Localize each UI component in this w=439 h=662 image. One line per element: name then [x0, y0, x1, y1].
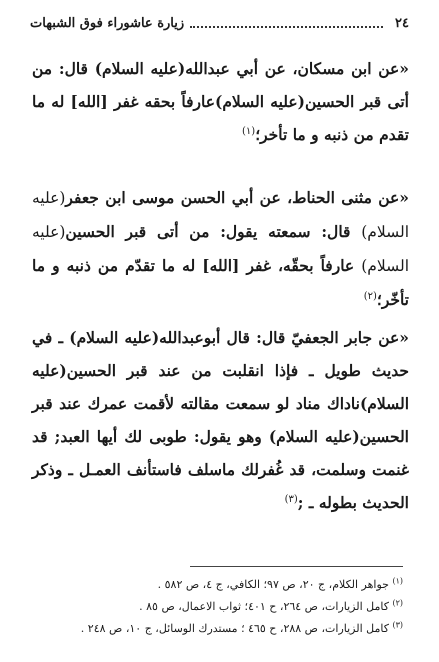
paragraph-text: قال: سمعته يقول: من أتى قبر الحسين [65, 222, 362, 241]
footnote-reference: (١) [242, 125, 256, 137]
footnote-text: كامل الزيارات، ص ٢٦٤، ح ٤٠١؛ ثواب الاعمال، ص ٨٥ . [139, 600, 393, 613]
footnote-2 [36, 596, 403, 618]
hadith-paragraph-2 [32, 181, 409, 316]
footnotes [36, 574, 403, 640]
body-text [32, 52, 409, 519]
footnote-1 [36, 574, 403, 596]
header-dotted-leader [190, 18, 383, 28]
footnote-reference: (٢) [363, 290, 377, 302]
footnote-3 [36, 618, 403, 640]
footnote-number: (١) [392, 576, 403, 586]
footnote-reference: (٣) [284, 493, 298, 505]
paragraph-text: «عن ابن مسكان، عن أبي عبدالله(عليه السلام) قال: من أتى قبر الحسين(عليه السلام)عارفاً بحقه غفر [الله] له ما تقدم من ذنبه و ما تأخر؛ [32, 59, 409, 144]
running-title: زيارة عاشوراء فوق الشبهات [30, 15, 185, 31]
paragraph-text: عارفاً بحقّه، غفر [الله] له ما تقدّم من ذنبه و ما تأخّر؛ [32, 256, 409, 309]
paragraph-text: «عن جابر الجعفيّ قال: قال أبوعبدالله(عليه السلام) ـ في حديث طويل ـ فإذا انقلبت من عند قبر الحسين(عليه السلام)ناداك مناد لو سمعت مقالته لأقمت عمرك عند قبر الحسين(عليه السلام) وهو يقول: طوبى لك أيها العبد; قد غنمت وسلمت، قد غُفرلك ماسلف فاستأنف العمـل ـ وذكر الحديث بطوله ـ ; [32, 328, 409, 512]
hadith-paragraph-3 [32, 321, 409, 519]
footnote-number: (٣) [392, 620, 403, 630]
paragraph-text: «عن مثنى الحناط، عن أبي الحسن موسى ابن جعفر [65, 188, 409, 207]
footnote-number: (٢) [392, 598, 403, 608]
footnote-text: كامل الزيارات، ص ٢٨٨، ح ٤٦٥ ؛ مستدرك الوسائل، ج ١٠، ص ٢٤٨ . [80, 622, 393, 635]
hadith-paragraph-1 [32, 52, 409, 151]
footnote-separator [190, 566, 403, 567]
page-number: ٢٤ [395, 15, 409, 31]
running-header [30, 14, 409, 32]
footnote-text: جواهر الكلام، ج ٢٠، ص ٩٧؛ الكافي، ج ٤، ص ٥٨٢ . [157, 578, 393, 591]
honorific-text: (عليه السلام) [32, 189, 409, 241]
honorific-text: (عليه السلام) [32, 223, 409, 275]
